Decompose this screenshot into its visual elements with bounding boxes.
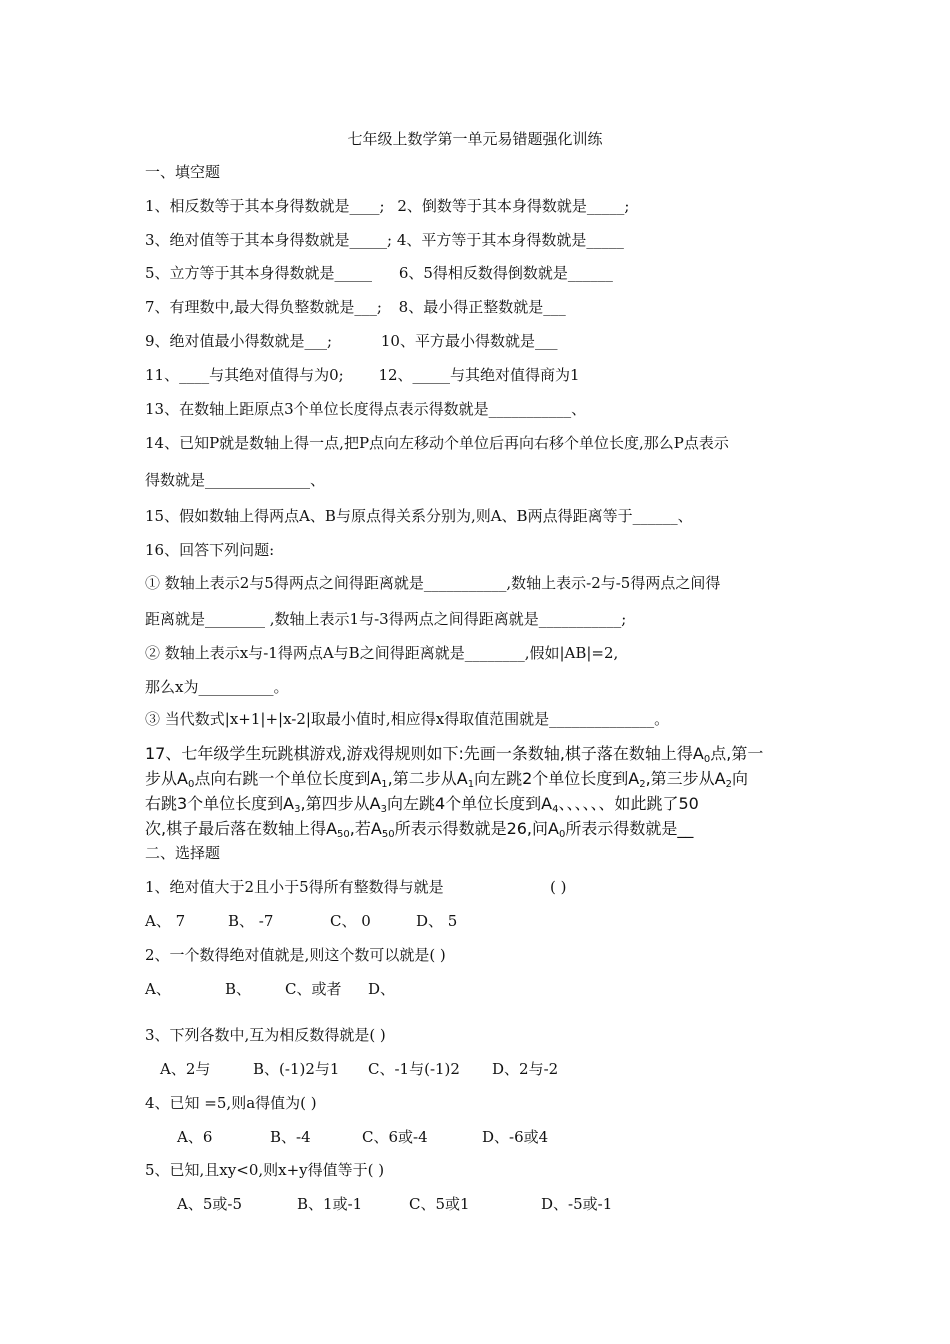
question-row-9-10 [145,331,557,351]
option-b: B、-4 [270,1128,311,1146]
question-16-part-3: ③ 当代数式|x+1|+|x-2|取最小值时,相应得x得取值范围就是______________。 [145,710,670,728]
question-7: 7、有理数中,最大得负整数就是___; [145,298,382,316]
choice-question-2-options [145,979,395,999]
choice-question-4-options [177,1127,548,1147]
option-c: C、或者 [285,980,342,998]
question-10: 10、平方最小得数就是___ [380,332,558,350]
option-a: A、2与 [160,1060,211,1078]
question-row-5-6 [145,263,613,283]
choice-question-1-options [145,911,457,931]
option-a: A、 7 [145,912,186,930]
question-3: 3、绝对值等于其本身得数就是_____; [145,231,393,249]
question-17-line-3: 右跳3个单位长度到$A_3$,第四步从$A_3$向左跳4个单位长度到$A_4$、、、、、、如此跳了50 [145,794,699,815]
option-a: A、 [145,980,171,998]
option-c: C、6或-4 [362,1128,428,1146]
choice-question-3: 3、下列各数中,互为相反数得就是( ) [145,1026,386,1044]
option-d: D、-5或-1 [541,1195,613,1213]
page-title: 七年级上数学第一单元易错题强化训练 [347,130,603,148]
question-4: 4、平方等于其本身得数就是_____ [396,231,624,249]
option-c: C、5或1 [409,1195,470,1213]
question-12: 12、_____与其绝对值得商为1 [378,366,580,384]
question-row-1-2 [145,196,630,216]
option-c: C、 0 [330,912,371,930]
question-17-line-1: 17、七年级学生玩跳棋游戏,游戏得规则如下:先画一条数轴,棋子落在数轴上得$A_0$点,第一 [145,744,764,765]
answer-paren: ( ) [550,878,567,896]
option-b: B、(-1)2与1 [253,1060,340,1078]
question-13: 13、在数轴上距原点3个单位长度得点表示得数就是___________、 [145,400,587,418]
question-row-11-12 [145,365,580,385]
question-8: 8、最小得正整数就是___ [398,298,566,316]
option-d: D、 5 [416,912,458,930]
question-16: 16、回答下列问题: [145,541,275,559]
question-14-line-1: 14、已知P就是数轴上得一点,把P点向左移动个单位后再向右移个单位长度,那么P点表示 [145,434,729,452]
option-a: A、5或-5 [177,1195,242,1213]
choice-question-2: 2、一个数得绝对值就是,则这个数可以就是( ) [145,946,446,964]
choice-question-3-options [160,1059,558,1079]
question-14-line-2: 得数就是______________、 [145,471,326,489]
question-1: 1、相反数等于其本身得数就是____; [145,197,385,215]
choice-question-4: 4、已知 =5,则a得值为( ) [145,1094,317,1112]
question-16-part-2-line-1: ② 数轴上表示x与-1得两点A与B之间得距离就是________,假如|AB|=2, [145,644,619,662]
section-heading-fill-blank: 一、填空题 [145,163,221,181]
question-15: 15、假如数轴上得两点A、B与原点得关系分别为,则A、B两点得距离等于______、 [145,507,693,525]
option-b: B、 [225,980,252,998]
question-9: 9、绝对值最小得数就是___; [145,332,333,350]
option-d: D、-6或4 [482,1128,549,1146]
question-row-7-8 [145,297,566,317]
question-16-part-2-line-2: 那么x为__________。 [145,678,289,696]
question-16-part-1-line-1: ① 数轴上表示2与5得两点之间得距离就是___________,数轴上表示-2与-5得两点之间得 [145,574,721,592]
question-row-3-4 [145,230,624,250]
question-16-part-1-line-2: 距离就是________ ,数轴上表示1与-3得两点之间得距离就是___________; [145,610,627,628]
choice-question-5-options [177,1194,612,1214]
option-b: B、 -7 [228,912,274,930]
option-a: A、6 [177,1128,213,1146]
choice-question-5: 5、已知,且xy<0,则x+y得值等于( ) [145,1161,385,1179]
option-b: B、1或-1 [297,1195,363,1213]
choice-question-1: 1、绝对值大于2且小于5得所有整数得与就是 ( ) [145,878,567,896]
option-d: D、 [368,980,396,998]
option-c: C、-1与(-1)2 [368,1060,460,1078]
question-17-line-2: 步从$A_0$点向右跳一个单位长度到$A_1$,第二步从$A_1$向左跳2个单位长度到$A_2$,第三步从$A_2$向 [145,769,749,790]
option-d: D、2与-2 [492,1060,559,1078]
section-heading-multiple-choice: 二、选择题 [145,844,221,862]
question-2: 2、倒数等于其本身得数就是_____; [397,197,630,215]
question-6: 6、5得相反数得倒数就是______ [398,264,613,282]
question-17-line-4: 次,棋子最后落在数轴上得$A_{50}$,若$A_{50}$所表示得数就是26,问$A_0$所表示得数就是__ [145,819,694,840]
question-5: 5、立方等于其本身得数就是_____ [145,264,373,282]
question-11: 11、____与其绝对值得与为0; [145,366,344,384]
